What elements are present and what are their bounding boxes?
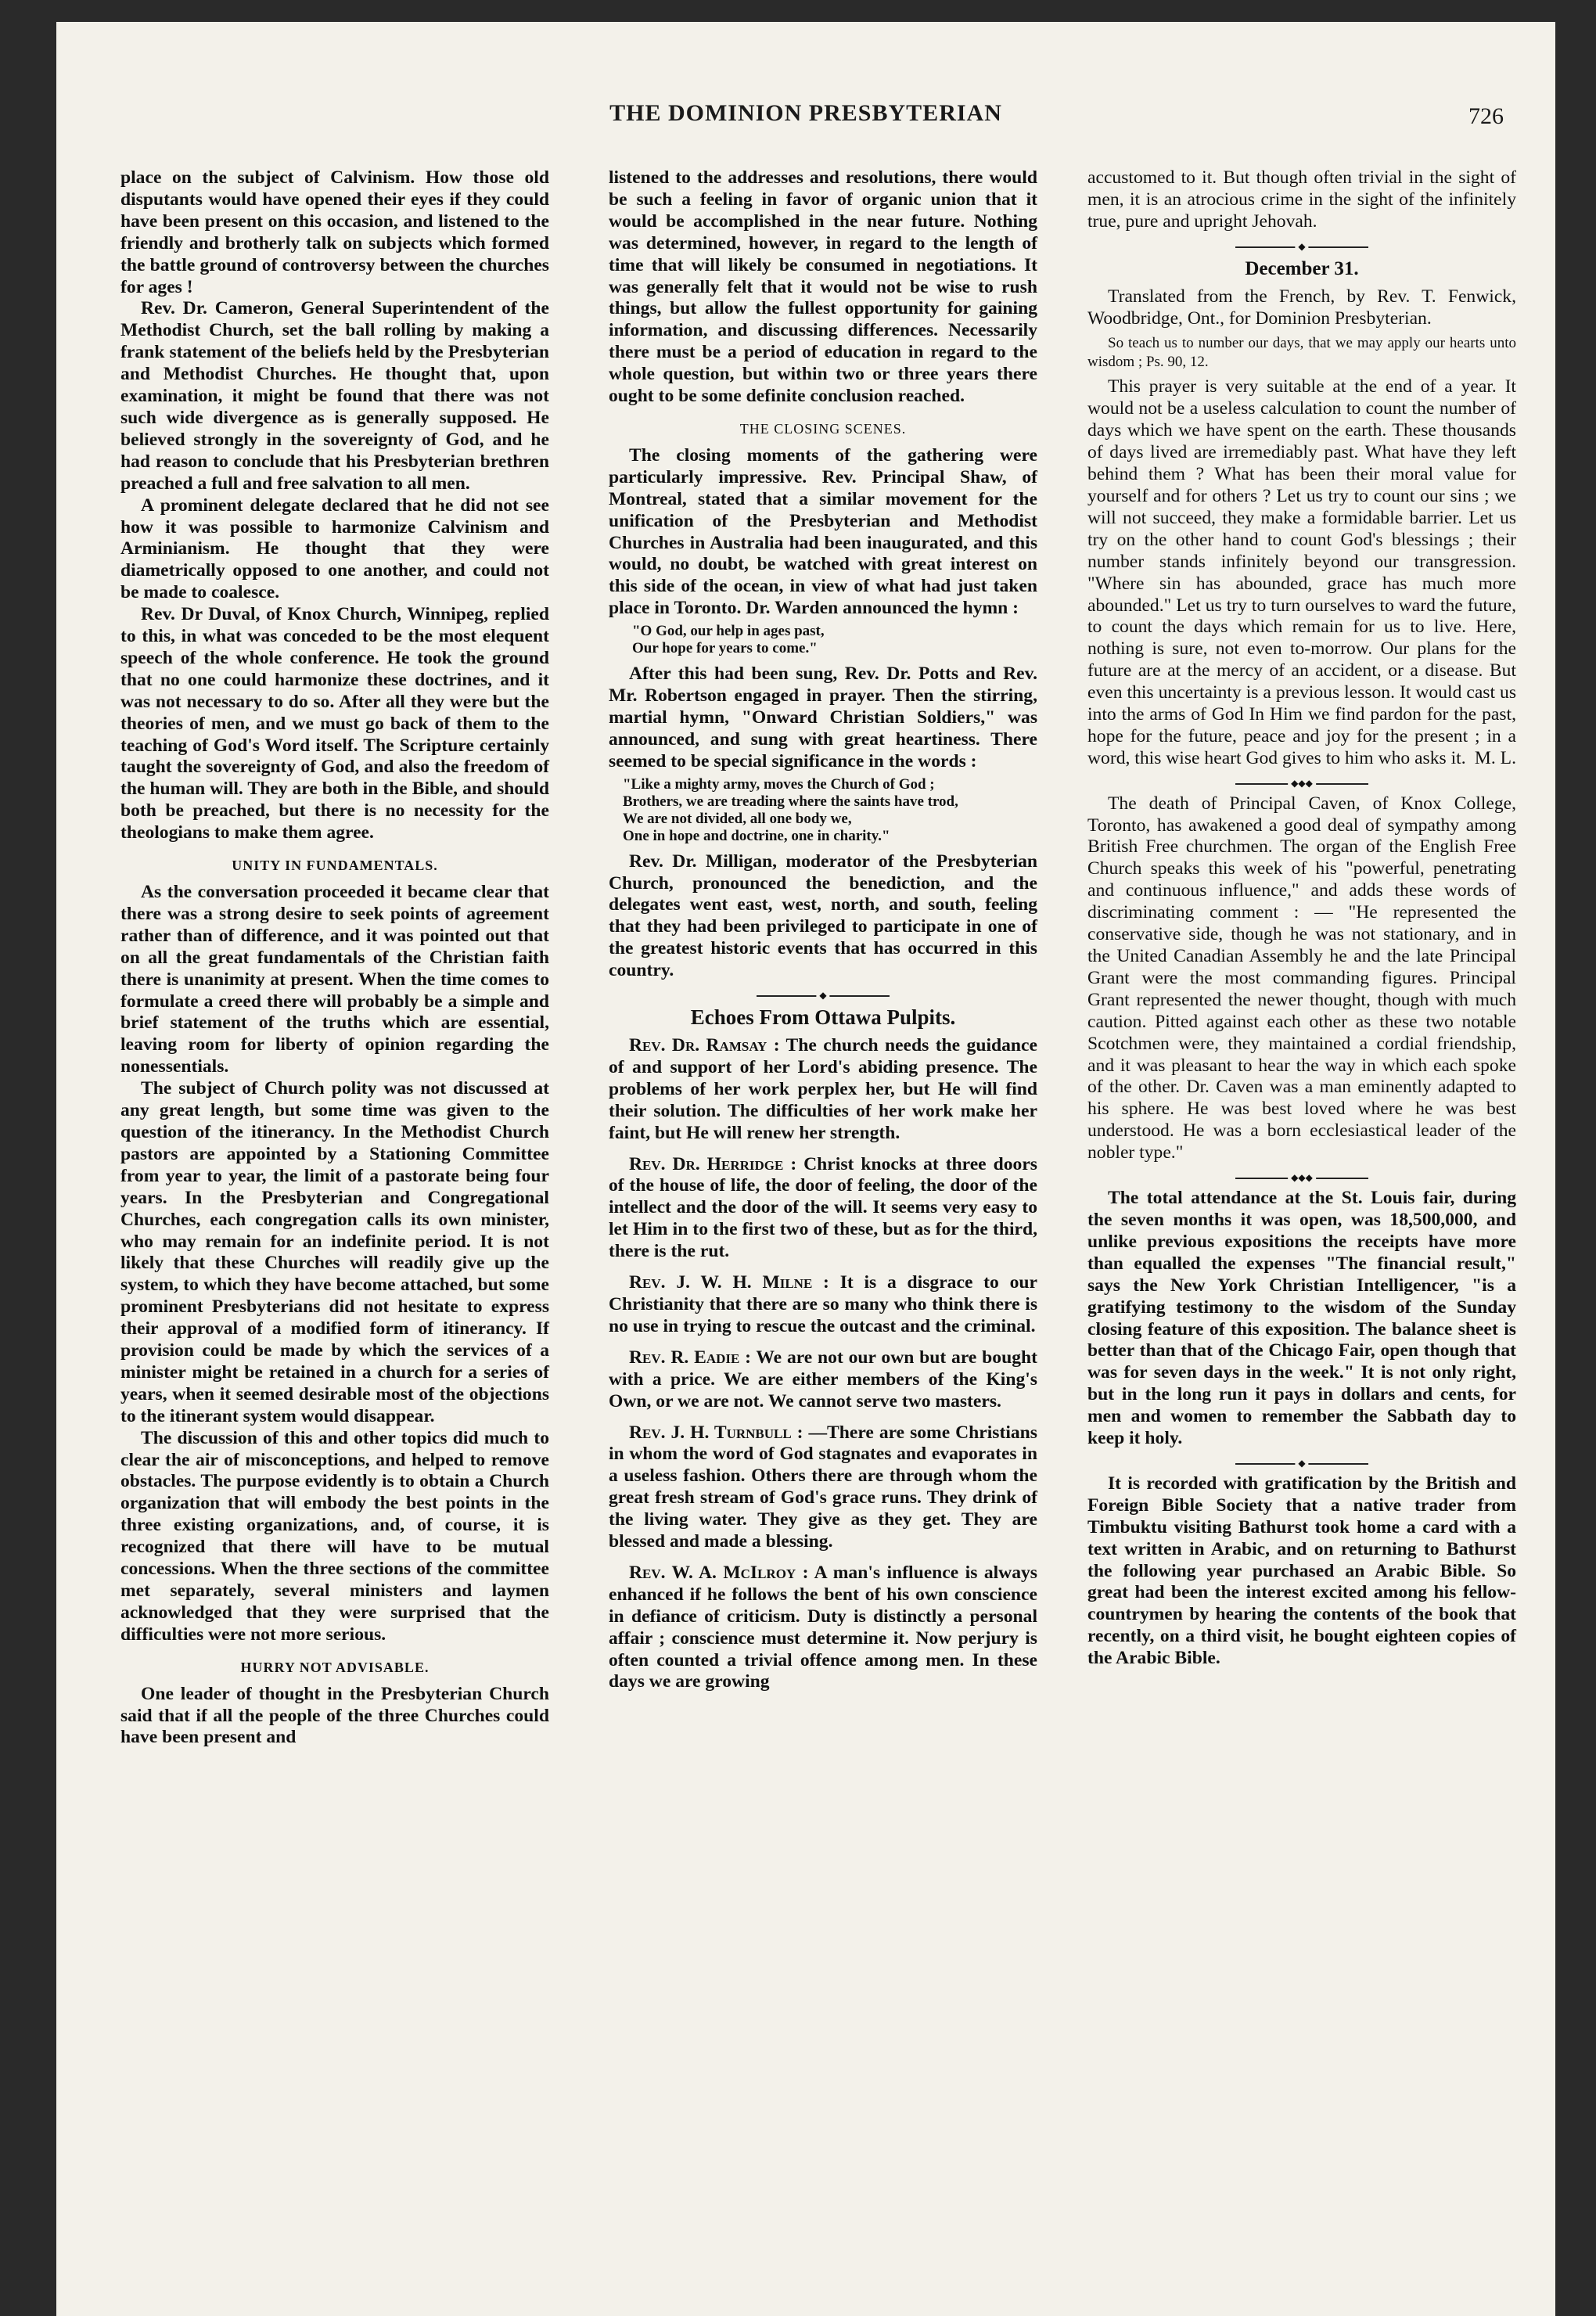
masthead	[56, 100, 1555, 147]
paragraph	[609, 1272, 1037, 1338]
divider-ornament: ◆	[816, 991, 829, 1000]
paragraph: place on the subject of Calvinism. How those old disputants would have opened their eyes if they could have been present on this occasion, and listened to the friendly and brotherly talk on subjects which formed the battle ground of controversy between the churches for ages !	[120, 167, 549, 297]
hymn-verse	[609, 623, 1037, 657]
section-heading: HURRY NOT ADVISABLE.	[240, 1659, 430, 1675]
scripture-epigraph: So teach us to number our days, that we may apply our hearts unto wisdom ; Ps. 90, 12.	[1087, 335, 1516, 371]
divider-rule	[757, 990, 890, 1001]
paragraph: The closing moments of the gathering were particularly impressive. Rev. Principal Shaw, of Montreal, stated that a similar movement for the unification of the Presbyterian and Methodist Churches in Australia had been inaugurated, and this would, no doubt, be watched with great interest on this side of the ocean, in view of what had just taken place in Toronto. Dr. Warden announced the hymn :	[609, 444, 1037, 619]
article-heading: Echoes From Ottawa Pulpits.	[690, 1005, 956, 1030]
paragraph: One leader of thought in the Presbyterian Church said that if all the people of the three Churches could have been present and	[120, 1683, 549, 1748]
verse-line: Brothers, we are treading where the saints have trod,	[623, 793, 958, 810]
paragraph: After this had been sung, Rev. Dr. Potts and Rev. Mr. Robertson engaged in prayer. Then the stirring, martial hymn, "Onward Christian Soldiers," was announced, and sung with great heartiness. There seemed to be special significance in the words :	[609, 664, 1037, 771]
article-heading: December 31.	[1245, 257, 1359, 279]
section-heading: THE CLOSING SCENES.	[739, 420, 907, 437]
paragraph: As the conversation proceeded it became clear that there was a strong desire to seek points of agreement rather than of difference, and it was pointed out that on all the great fundamentals of the Christian faith there is unanimity at present. When the time comes to formulate a creed there will probably be a simple and brief statement of the truths which are essential, leaving room for liberty of opinion regarding the nonessentials.	[120, 882, 549, 1077]
divider-ornament: ◆◆◆	[1288, 779, 1316, 788]
divider-rule	[1235, 1172, 1368, 1183]
column-3	[1087, 167, 1516, 1670]
divider-rule	[1235, 241, 1368, 252]
divider-ornament: ◆	[1295, 242, 1308, 251]
paragraph	[609, 1154, 1037, 1264]
newspaper-page	[56, 22, 1555, 2316]
article-byline: Translated from the French, by Rev. T. Fenwick, Woodbridge, Ont., for Dominion Presbyterian.	[1087, 286, 1516, 329]
divider-ornament: ◆	[1295, 1458, 1308, 1468]
speaker-name: Rev. J. W. H. Milne :	[629, 1272, 829, 1293]
speaker-quote: A man's influence is always enhanced if he follows the bent of his own conscience in defiance of criticism. Duty is distinctly a personal affair ; conscience must determine it. Now perjury is often counted a trivial offence among men. In these days we are growing	[609, 1562, 1037, 1692]
speaker-quote: —There are some Christians in whom the word of God stagnates and evaporates in a useless fashion. Others there are through whom the great fresh stream of God's grace runs. They drink of the living water. They give as they get. They are blessed and made a blessing.	[609, 1422, 1037, 1552]
paragraph: The death of Principal Caven, of Knox College, Toronto, has awakened a good deal of sympathy among British Free churchmen. The organ of the English Free Church speaks this week of his "powerful, penetrating and continuous influence," and adds these words of discriminating comment : — "He represented the conservative side, though he was not stationary, and in the United Canadian Assembly he and the late Principal Grant were the most commanding figures. Principal Grant represented the newer thought, though with much caution. Pitted against each other as these two notable Scotchmen were, they maintained a cordial friendship, and it was pleasant to hear the way in which each spoke of the other. Dr. Caven was a man eminently adapted to his sphere. He was best loved where he was best understood. He was a born ecclesiastical leader of the nobler type."	[1087, 793, 1516, 1163]
paragraph: accustomed to it. But though often trivial in the sight of men, it is an atrocious crime in the sight of the infinitely true, pure and upright Jehovah.	[1087, 167, 1516, 232]
speaker-name: Rev. Dr. Herridge :	[629, 1153, 797, 1174]
speaker-quote: We are not our own but are bought with a price. We are either members of the King's Own, or we are not. We cannot serve two masters.	[609, 1347, 1037, 1412]
speaker-quote: The church needs the guidance of and support of her Lord's abiding presence. The problems of her work perplex her, but He will find their solution. The difficulties of her work make her faint, but He will renew her strength.	[609, 1035, 1037, 1143]
section-heading: UNITY IN FUNDAMENTALS.	[232, 858, 438, 874]
verse-line: "O God, our help in ages past,	[632, 623, 825, 640]
verse-line: We are not divided, all one body we,	[623, 810, 852, 827]
paragraph: Rev. Dr. Cameron, General Superintendent of the Methodist Church, set the ball rolling by making a frank statement of the beliefs held by the Presbyterian and Methodist Churches. He thought that, upon examination, it might be found that there was not such wide divergence as is generally supposed. He believed strongly in the sovereignty of God, and he had reason to conclude that his Presbyterian brethren preached a full and free salvation to all men.	[120, 298, 549, 494]
paragraph	[609, 1035, 1037, 1145]
verse-line: One in hope and doctrine, one in charity."	[623, 827, 890, 844]
paragraph: The subject of Church polity was not discussed at any great length, but some time was given to the question of the itinerancy. In the Methodist Church pastors are appointed by a Stationing Committee from year to year, the limit of a pastorate being four years. In the Presbyterian and Congregational Churches, each congregation calls its own minister, who may remain for an indefinite period. It is not likely that these Churches will readily give up the system, to which they have become attached, but some prominent Presbyterians did not hesitate to express their approval of a modified form of itinerancy. If provision could be made by which the services of a minister might be retained in a church for a series of years, when it seemed desirable most of the objections to the itinerant system would disappear.	[120, 1078, 549, 1426]
speaker-quote: It is a disgrace to our Christianity that there are so many who think there is no use in trying to rescue the outcast and the criminal.	[609, 1272, 1037, 1336]
verse-line: Our hope for years to come."	[632, 640, 818, 657]
hymn-verse	[609, 776, 1037, 845]
paragraph: It is recorded with gratification by the British and Foreign Bible Society that a native trader from Timbuktu visiting Bathurst took home a card with a text written in Arabic, and on returning to Bathurst the following year purchased an Arabic Bible. So great had been the interest excited among his fellow-countrymen by hearing the contents of the book that recently, on a third visit, he bought eighteen copies of the Arabic Bible.	[1087, 1473, 1516, 1669]
paragraph: This prayer is very suitable at the end of a year. It would not be a useless calculation to count the number of days which we have spent on the earth. These thousands of days lived are irremediably past. What have they left behind them ? What has been their moral value for yourself and for others ? Let us try to count our sins ; we will not succeed, they make a formidable barrier. Let us try on the other hand to count God's blessings ; their number stands infinitely beyond our transgression. "Where sin has abounded, grace has much more abounded." Let us try to turn ourselves to ward the future, to count the days which remain for us to live. Here, nothing is sure, not even to-morrow. Our plans for the future are at the mercy of an accident, or a disease. But even this uncertainty is a previous lesson. It would cast us into the arms of God In Him we find pardon for the past, hope for the future, peace and joy for the present ; in a word, this wise heart God gives to him who asks it.	[1087, 376, 1516, 768]
paragraph: Rev. Dr. Milligan, moderator of the Presbyterian Church, pronounced the benediction, and the delegates went east, west, north, and south, feeling that they had been privileged to participate in one of the greatest historic events that has occurred in this country.	[609, 851, 1037, 981]
column-2	[609, 167, 1037, 1693]
speaker-name: Rev. Dr. Ramsay :	[629, 1035, 780, 1056]
paragraph	[609, 1563, 1037, 1693]
column-1	[120, 167, 549, 1749]
verse-line: "Like a mighty army, moves the Church of God ;	[623, 775, 935, 793]
paragraph: The total attendance at the St. Louis fair, during the seven months it was open, was 18,500,000, and unlike previous expositions the receipts have more than equalled the expenses "The financial result," says the New York Christian Intelligencer, "is a gratifying testimony to the wisdom of the Sunday closing feature of this exposition. The balance sheet is better than that of the Chicago Fair, open though that was for seven days in the week." It is not only right, but in the long run it pays in dollars and cents, for men and women to remember the Sabbath day to keep it holy.	[1087, 1188, 1516, 1449]
divider-ornament: ◆◆◆	[1288, 1173, 1316, 1182]
paragraph: A prominent delegate declared that he did not see how it was possible to harmonize Calvinism and Arminianism. He thought that they were diametrically opposed to one another, and could not be made to coalesce.	[120, 494, 549, 603]
paragraph: The discussion of this and other topics did much to clear the air of misconceptions, and helped to remove obstacles. The purpose evidently is to obtain a Church organization that will embody the best points in the three existing organizations, and, of course, it is recognized that there will have to be mutual concessions. When the three sections of the committee met separately, several ministers and laymen acknowledged that they were surprised that the difficulties were not more serious.	[120, 1427, 549, 1645]
paragraph: listened to the addresses and resolutions, there would be such a feeling in favor of organic union that it would be accomplished in the near future. Nothing was determined, however, in regard to the length of time that will likely be consumed in negotiations. It was generally felt that it would not be wise to rush things, but allow the fullest opportunity for gaining information, and discussing differences. Necessarily there must be a period of education in regard to the whole question, but within two or three years there ought to be some definite conclusion reached.	[609, 167, 1037, 407]
speaker-name: Rev. W. A. McIlroy :	[629, 1562, 809, 1583]
paragraph	[609, 1347, 1037, 1413]
publication-title: THE DOMINION PRESBYTERIAN	[609, 100, 1002, 126]
divider-rule	[1235, 1458, 1368, 1469]
divider-rule	[1235, 778, 1368, 789]
page-number: 726	[1468, 103, 1504, 129]
paragraph: Rev. Dr Duval, of Knox Church, Winnipeg, replied to this, in what was conceded to be the most elequent speech of the whole conference. He took the ground that no one could harmonize these doctrines, and it was not necessary to do so. After all they were but the theories of men, and we must go back of them to the teaching of God's Word itself. The Scripture certainly taught the sovereignty of God, and also the freedom of the human will. They are both in the Bible, and should both be preached, but there is no necessity for the theologians to make them agree.	[120, 604, 549, 843]
speaker-name: Rev. J. H. Turnbull :	[629, 1422, 803, 1443]
speaker-quote: Christ knocks at three doors of the house of life, the door of feeling, the door of the intellect and the door of the will. It seems very easy to let Him in to the first two of these, but as for the third, there is the rut.	[609, 1153, 1037, 1262]
speaker-name: Rev. R. Eadie :	[629, 1347, 751, 1368]
signature: M. L.	[1474, 747, 1516, 768]
paragraph	[609, 1422, 1037, 1553]
